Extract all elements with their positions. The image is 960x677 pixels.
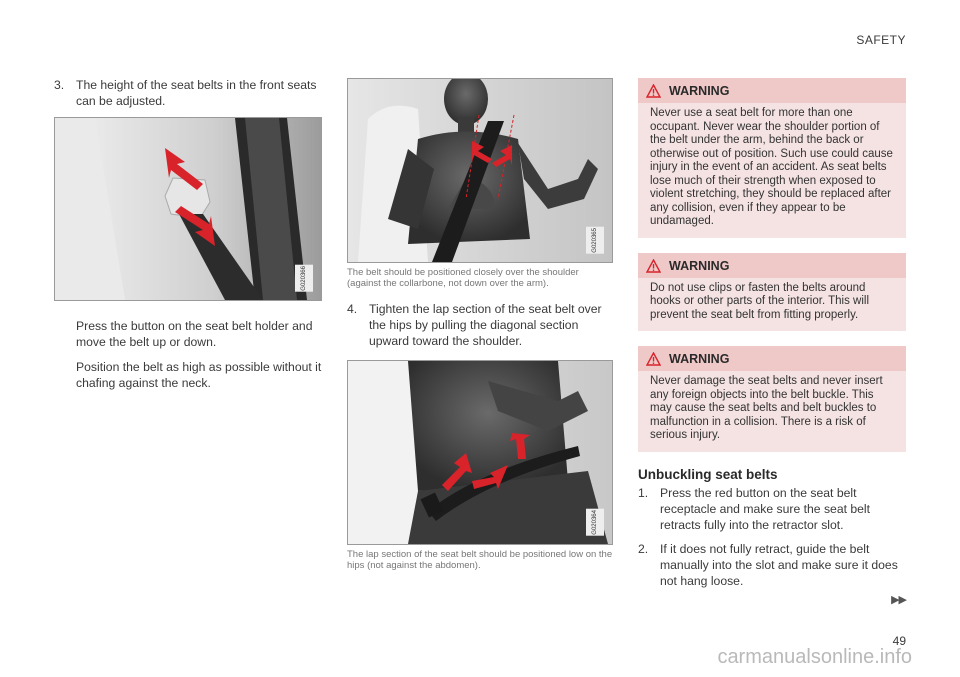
column-middle (347, 78, 615, 571)
figure-code: G020365 (586, 227, 604, 254)
step-text: Press the red button on the seat belt receptacle and make sure the seat belt retracts fully into the retractor slot. (660, 485, 871, 532)
page-number: 49 (892, 634, 906, 648)
step-number: 3. (54, 78, 65, 92)
warning-header (638, 78, 906, 103)
step-text: The height of the seat belts in the front seats can be adjusted. (76, 78, 317, 108)
figure-code: G020366 (295, 265, 313, 292)
figure-caption: The lap section of the seat belt should be positioned low on the hips (not against the abdomen). (347, 549, 613, 571)
warning-text: Never use a seat belt for more than one occupant. Never wear the shoulder portion of the belt under the arm, behind the back or otherwise out of position. Such use could cause injury in the event of an accident. As seat belts lose much of their strength when exposed to violent stretching, they should be replaced after any collision, even if they appear to be undamaged. (650, 107, 893, 227)
warning-box (638, 253, 906, 332)
step-number: 4. (347, 302, 358, 316)
warning-triangle-icon (646, 352, 661, 366)
figure-shoulder-belt (347, 78, 613, 263)
section-header: SAFETY (856, 33, 906, 47)
step-text: If it does not fully retract, guide the belt manually into the slot and make sure it does not hang loose. (660, 541, 898, 588)
warning-box (638, 78, 906, 238)
column-right (638, 78, 906, 589)
step-3 (54, 77, 322, 109)
unbuckle-step-1 (638, 485, 906, 533)
warning-header (638, 253, 906, 278)
warning-header (638, 346, 906, 371)
watermark: carmanualsonline.info (717, 646, 912, 668)
warning-text: Never damage the seat belts and never insert any foreign objects into the belt buckle. This may cause the seat belts and belt buckles to malfunction in a collision. There is a risk of serious injury. (650, 375, 883, 441)
continue-arrows-icon: ▶▶ (891, 594, 906, 606)
step-4 (347, 301, 615, 349)
step-text: Tighten the lap section of the seat belt over the hips by pulling the diagonal section upward toward the shoulder. (369, 302, 602, 348)
section-heading: Unbuckling seat belts (638, 466, 778, 482)
figure-lap-belt (347, 360, 613, 545)
warning-title: WARNING (669, 84, 730, 98)
figure-belt-height-adjuster (54, 117, 322, 301)
shoulder-belt-illustration (348, 79, 612, 262)
warning-triangle-icon (646, 259, 661, 273)
warning-title: WARNING (669, 258, 730, 273)
figure-caption: The belt should be positioned closely over the shoulder (against the collarbone, not down over the arm). (347, 267, 579, 289)
warning-title: WARNING (669, 352, 730, 366)
lap-belt-illustration (348, 361, 612, 544)
warning-triangle-icon (646, 84, 661, 98)
warning-box (638, 346, 906, 452)
warning-text: Do not use clips or fasten the belts around hooks or other parts of the interior. This will prevent the seat belt from fitting properly. (650, 281, 870, 321)
paragraph-press-button: Press the button on the seat belt holder and move the belt up or down. (76, 319, 313, 349)
step-number: 1. (638, 485, 649, 500)
column-left (54, 77, 322, 391)
unbuckle-step-2 (638, 541, 906, 589)
step-number: 2. (638, 541, 649, 556)
paragraph-position-belt: Position the belt as high as possible without it chafing against the neck. (76, 360, 322, 390)
belt-adjuster-illustration (55, 118, 321, 300)
figure-code: G020364 (586, 509, 604, 536)
